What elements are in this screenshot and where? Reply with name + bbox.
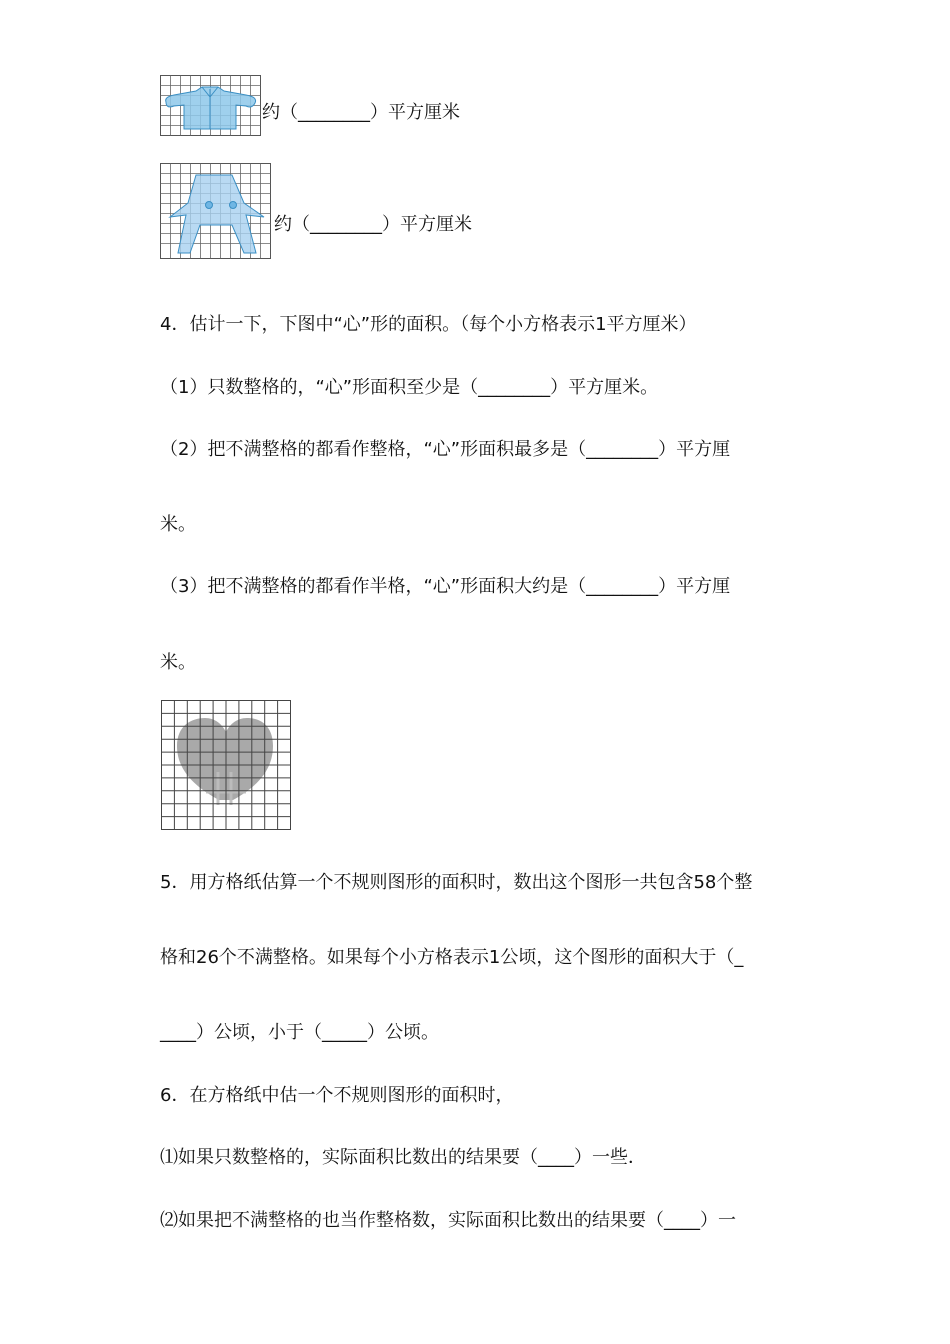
q4-part-3: （3）把不满整格的都看作半格，“心”形面积大约是（________）平方厘 (160, 576, 731, 597)
q4-part-2-continued: 米。 (160, 514, 196, 535)
jacket-grid-figure (160, 75, 262, 141)
q4-part-2: （2）把不满整格的都看作整格，“心”形面积最多是（________）平方厘 (160, 439, 731, 460)
heart-grid-figure (161, 700, 293, 836)
q6-line-3: ⑵如果把不满整格的也当作整格数，实际面积比数出的结果要（____）一 (160, 1210, 736, 1231)
figure-1-answer-text: 约（________）平方厘米 (262, 102, 460, 123)
q4-stem: 4．估计一下，下图中“心”形的面积。（每个小方格表示1平方厘米） (160, 314, 697, 335)
q6-line-1: 6．在方格纸中估一个不规则图形的面积时， (160, 1085, 514, 1106)
character-icon (160, 163, 274, 261)
q5-line-2: 格和26个不满整格。如果每个小方格表示1公顷，这个图形的面积大于（_ (160, 947, 744, 968)
q6-line-2: ⑴如果只数整格的，实际面积比数出的结果要（____）一些． (160, 1147, 646, 1168)
character-grid-figure (160, 163, 274, 265)
q5-line-3: ____）公顷，小于（_____）公顷。 (160, 1022, 439, 1043)
q5-line-1: 5．用方格纸估算一个不规则图形的面积时，数出这个图形一共包含58个整 (160, 872, 753, 893)
q4-part-3-continued: 米。 (160, 652, 196, 673)
heart-icon (161, 700, 293, 832)
jacket-icon (160, 75, 262, 137)
figure-2-answer-text: 约（________）平方厘米 (274, 214, 472, 235)
q4-part-1: （1）只数整格的，“心”形面积至少是（________）平方厘米。 (160, 377, 659, 398)
